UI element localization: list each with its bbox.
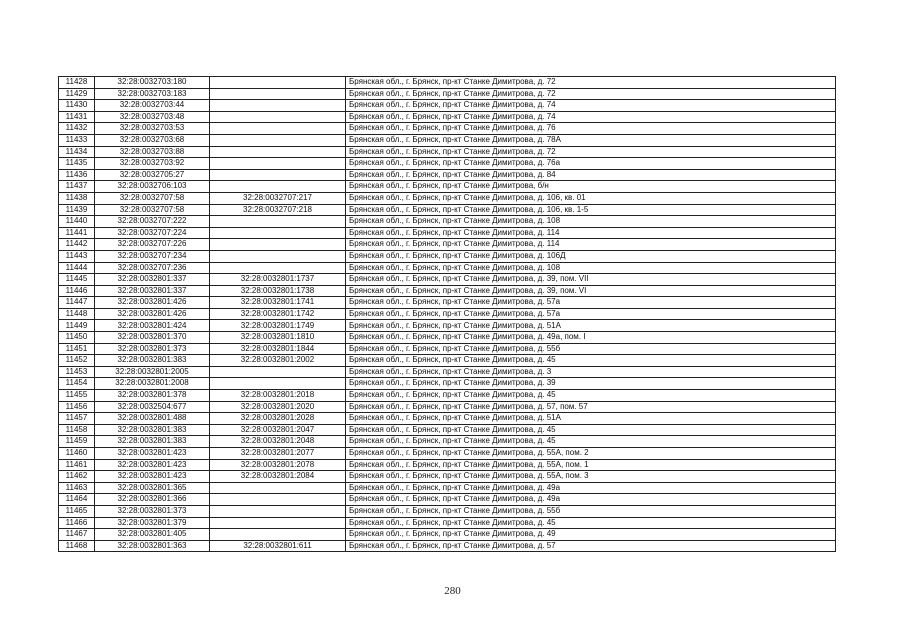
address-cell: Брянская обл., г. Брянск, пр-кт Станке Димитрова, д. 108 [346, 262, 836, 274]
table-row [59, 424, 836, 436]
row-number-cell: 11465 [59, 505, 95, 517]
parcel-number-cell: 32:28:0032703:92 [95, 158, 210, 170]
object-number-cell: 32:28:0032801:1741 [210, 297, 346, 309]
table-row [59, 297, 836, 309]
object-number-cell: 32:28:0032801:2018 [210, 390, 346, 402]
row-number-cell: 11430 [59, 100, 95, 112]
object-number-cell: 32:28:0032801:2078 [210, 459, 346, 471]
parcel-number-cell: 32:28:0032703:48 [95, 111, 210, 123]
row-number-cell: 11451 [59, 343, 95, 355]
row-number-cell: 11456 [59, 401, 95, 413]
address-cell: Брянская обл., г. Брянск, пр-кт Станке Димитрова, д. 72 [346, 146, 836, 158]
table-row [59, 134, 836, 146]
address-cell: Брянская обл., г. Брянск, пр-кт Станке Димитрова, д. 45 [346, 517, 836, 529]
address-cell: Брянская обл., г. Брянск, пр-кт Станке Димитрова, д. 55А, пом. 3 [346, 471, 836, 483]
address-cell: Брянская обл., г. Брянск, пр-кт Станке Димитрова, д. 57а [346, 297, 836, 309]
object-number-cell: 32:28:0032801:1810 [210, 332, 346, 344]
row-number-cell: 11437 [59, 181, 95, 193]
address-cell: Брянская обл., г. Брянск, пр-кт Станке Димитрова, б/н [346, 181, 836, 193]
row-number-cell: 11443 [59, 250, 95, 262]
table-row [59, 471, 836, 483]
table-row [59, 529, 836, 541]
object-number-cell [210, 216, 346, 228]
address-cell: Брянская обл., г. Брянск, пр-кт Станке Димитрова, д. 84 [346, 169, 836, 181]
object-number-cell [210, 262, 346, 274]
parcel-number-cell: 32:28:0032707:58 [95, 204, 210, 216]
object-number-cell: 32:28:0032801:611 [210, 540, 346, 552]
row-number-cell: 11429 [59, 88, 95, 100]
parcel-number-cell: 32:28:0032801:423 [95, 471, 210, 483]
parcel-number-cell: 32:28:0032707:58 [95, 192, 210, 204]
parcel-number-cell: 32:28:0032706:103 [95, 181, 210, 193]
object-number-cell [210, 134, 346, 146]
table-row [59, 285, 836, 297]
object-number-cell [210, 77, 346, 89]
parcel-number-cell: 32:28:0032703:53 [95, 123, 210, 135]
object-number-cell: 32:28:0032707:217 [210, 192, 346, 204]
row-number-cell: 11431 [59, 111, 95, 123]
object-number-cell [210, 146, 346, 158]
cadastral-table [58, 76, 836, 552]
table-row [59, 158, 836, 170]
row-number-cell: 11438 [59, 192, 95, 204]
parcel-number-cell: 32:28:0032801:383 [95, 436, 210, 448]
page-number: 280 [444, 585, 461, 597]
parcel-number-cell: 32:28:0032801:379 [95, 517, 210, 529]
parcel-number-cell: 32:28:0032703:44 [95, 100, 210, 112]
parcel-number-cell: 32:28:0032705:27 [95, 169, 210, 181]
row-number-cell: 11449 [59, 320, 95, 332]
address-cell: Брянская обл., г. Брянск, пр-кт Станке Димитрова, д. 55б [346, 343, 836, 355]
row-number-cell: 11434 [59, 146, 95, 158]
address-cell: Брянская обл., г. Брянск, пр-кт Станке Димитрова, д. 114 [346, 227, 836, 239]
address-cell: Брянская обл., г. Брянск, пр-кт Станке Димитрова, д. 39, пом. VII [346, 274, 836, 286]
address-cell: Брянская обл., г. Брянск, пр-кт Станке Димитрова, д. 51А [346, 413, 836, 425]
parcel-number-cell: 32:28:0032801:383 [95, 355, 210, 367]
address-cell: Брянская обл., г. Брянск, пр-кт Станке Димитрова, д. 39, пом. VI [346, 285, 836, 297]
address-cell: Брянская обл., г. Брянск, пр-кт Станке Димитрова, д. 39 [346, 378, 836, 390]
table-row [59, 181, 836, 193]
object-number-cell [210, 250, 346, 262]
object-number-cell [210, 529, 346, 541]
object-number-cell: 32:28:0032801:2028 [210, 413, 346, 425]
object-number-cell [210, 227, 346, 239]
row-number-cell: 11455 [59, 390, 95, 402]
address-cell: Брянская обл., г. Брянск, пр-кт Станке Димитрова, д. 76 [346, 123, 836, 135]
address-cell: Брянская обл., г. Брянск, пр-кт Станке Димитрова, д. 72 [346, 77, 836, 89]
parcel-number-cell: 32:28:0032801:488 [95, 413, 210, 425]
parcel-number-cell: 32:28:0032504:677 [95, 401, 210, 413]
address-cell: Брянская обл., г. Брянск, пр-кт Станке Димитрова, д. 49а, пом. I [346, 332, 836, 344]
row-number-cell: 11444 [59, 262, 95, 274]
object-number-cell: 32:28:0032801:1749 [210, 320, 346, 332]
table-row [59, 216, 836, 228]
parcel-number-cell: 32:28:0032801:373 [95, 343, 210, 355]
parcel-number-cell: 32:28:0032703:68 [95, 134, 210, 146]
parcel-number-cell: 32:28:0032703:88 [95, 146, 210, 158]
address-cell: Брянская обл., г. Брянск, пр-кт Станке Димитрова, д. 49а [346, 494, 836, 506]
object-number-cell: 32:28:0032801:2020 [210, 401, 346, 413]
address-cell: Брянская обл., г. Брянск, пр-кт Станке Димитрова, д. 45 [346, 390, 836, 402]
cadastral-table-body [59, 77, 836, 552]
parcel-number-cell: 32:28:0032801:337 [95, 285, 210, 297]
row-number-cell: 11432 [59, 123, 95, 135]
row-number-cell: 11462 [59, 471, 95, 483]
address-cell: Брянская обл., г. Брянск, пр-кт Станке Димитрова, д. 57, пом. 57 [346, 401, 836, 413]
parcel-number-cell: 32:28:0032801:337 [95, 274, 210, 286]
address-cell: Брянская обл., г. Брянск, пр-кт Станке Димитрова, д. 76а [346, 158, 836, 170]
object-number-cell [210, 505, 346, 517]
object-number-cell [210, 517, 346, 529]
row-number-cell: 11460 [59, 448, 95, 460]
row-number-cell: 11441 [59, 227, 95, 239]
address-cell: Брянская обл., г. Брянск, пр-кт Станке Димитрова, д. 106Д [346, 250, 836, 262]
row-number-cell: 11446 [59, 285, 95, 297]
row-number-cell: 11454 [59, 378, 95, 390]
row-number-cell: 11447 [59, 297, 95, 309]
address-cell: Брянская обл., г. Брянск, пр-кт Станке Димитрова, д. 55А, пом. 1 [346, 459, 836, 471]
row-number-cell: 11457 [59, 413, 95, 425]
address-cell: Брянская обл., г. Брянск, пр-кт Станке Димитрова, д. 78А [346, 134, 836, 146]
parcel-number-cell: 32:28:0032707:222 [95, 216, 210, 228]
object-number-cell [210, 181, 346, 193]
address-cell: Брянская обл., г. Брянск, пр-кт Станке Димитрова, д. 45 [346, 355, 836, 367]
table-row [59, 448, 836, 460]
address-cell: Брянская обл., г. Брянск, пр-кт Станке Димитрова, д. 106, кв. 1-5 [346, 204, 836, 216]
table-row [59, 274, 836, 286]
address-cell: Брянская обл., г. Брянск, пр-кт Станке Димитрова, д. 3 [346, 366, 836, 378]
row-number-cell: 11448 [59, 308, 95, 320]
object-number-cell [210, 158, 346, 170]
object-number-cell: 32:28:0032707:218 [210, 204, 346, 216]
address-cell: Брянская обл., г. Брянск, пр-кт Станке Димитрова, д. 57а [346, 308, 836, 320]
table-row [59, 494, 836, 506]
object-number-cell: 32:28:0032801:2002 [210, 355, 346, 367]
object-number-cell [210, 366, 346, 378]
parcel-number-cell: 32:28:0032801:426 [95, 297, 210, 309]
address-cell: Брянская обл., г. Брянск, пр-кт Станке Димитрова, д. 45 [346, 436, 836, 448]
table-row [59, 250, 836, 262]
parcel-number-cell: 32:28:0032707:234 [95, 250, 210, 262]
row-number-cell: 11433 [59, 134, 95, 146]
address-cell: Брянская обл., г. Брянск, пр-кт Станке Димитрова, д. 49 [346, 529, 836, 541]
parcel-number-cell: 32:28:0032801:423 [95, 459, 210, 471]
table-row [59, 123, 836, 135]
table-row [59, 517, 836, 529]
row-number-cell: 11463 [59, 482, 95, 494]
address-cell: Брянская обл., г. Брянск, пр-кт Станке Димитрова, д. 51А [346, 320, 836, 332]
address-cell: Брянская обл., г. Брянск, пр-кт Станке Димитрова, д. 55А, пом. 2 [346, 448, 836, 460]
object-number-cell [210, 123, 346, 135]
row-number-cell: 11436 [59, 169, 95, 181]
table-row [59, 262, 836, 274]
table-row [59, 482, 836, 494]
object-number-cell [210, 111, 346, 123]
row-number-cell: 11435 [59, 158, 95, 170]
address-cell: Брянская обл., г. Брянск, пр-кт Станке Димитрова, д. 74 [346, 111, 836, 123]
address-cell: Брянская обл., г. Брянск, пр-кт Станке Димитрова, д. 49а [346, 482, 836, 494]
parcel-number-cell: 32:28:0032703:180 [95, 77, 210, 89]
table-row [59, 505, 836, 517]
parcel-number-cell: 32:28:0032801:426 [95, 308, 210, 320]
row-number-cell: 11464 [59, 494, 95, 506]
parcel-number-cell: 32:28:0032801:424 [95, 320, 210, 332]
address-cell: Брянская обл., г. Брянск, пр-кт Станке Димитрова, д. 55б [346, 505, 836, 517]
row-number-cell: 11467 [59, 529, 95, 541]
parcel-number-cell: 32:28:0032707:226 [95, 239, 210, 251]
table-row [59, 390, 836, 402]
object-number-cell: 32:28:0032801:1742 [210, 308, 346, 320]
table-row [59, 204, 836, 216]
table-row [59, 227, 836, 239]
table-row [59, 100, 836, 112]
row-number-cell: 11428 [59, 77, 95, 89]
table-row [59, 436, 836, 448]
object-number-cell [210, 378, 346, 390]
row-number-cell: 11466 [59, 517, 95, 529]
parcel-number-cell: 32:28:0032801:370 [95, 332, 210, 344]
table-row [59, 308, 836, 320]
row-number-cell: 11452 [59, 355, 95, 367]
object-number-cell [210, 494, 346, 506]
table-row [59, 343, 836, 355]
row-number-cell: 11459 [59, 436, 95, 448]
object-number-cell: 32:28:0032801:1844 [210, 343, 346, 355]
parcel-number-cell: 32:28:0032801:423 [95, 448, 210, 460]
object-number-cell: 32:28:0032801:1738 [210, 285, 346, 297]
address-cell: Брянская обл., г. Брянск, пр-кт Станке Димитрова, д. 45 [346, 424, 836, 436]
row-number-cell: 11453 [59, 366, 95, 378]
parcel-number-cell: 32:28:0032801:405 [95, 529, 210, 541]
address-cell: Брянская обл., г. Брянск, пр-кт Станке Димитрова, д. 57 [346, 540, 836, 552]
parcel-number-cell: 32:28:0032801:383 [95, 424, 210, 436]
row-number-cell: 11458 [59, 424, 95, 436]
table-row [59, 332, 836, 344]
table-row [59, 146, 836, 158]
table-row [59, 320, 836, 332]
table-row [59, 459, 836, 471]
table-row [59, 239, 836, 251]
object-number-cell [210, 482, 346, 494]
row-number-cell: 11445 [59, 274, 95, 286]
parcel-number-cell: 32:28:0032707:224 [95, 227, 210, 239]
parcel-number-cell: 32:28:0032801:373 [95, 505, 210, 517]
row-number-cell: 11440 [59, 216, 95, 228]
parcel-number-cell: 32:28:0032801:2008 [95, 378, 210, 390]
object-number-cell: 32:28:0032801:2077 [210, 448, 346, 460]
table-row [59, 77, 836, 89]
parcel-number-cell: 32:28:0032801:363 [95, 540, 210, 552]
object-number-cell: 32:28:0032801:2084 [210, 471, 346, 483]
address-cell: Брянская обл., г. Брянск, пр-кт Станке Димитрова, д. 108 [346, 216, 836, 228]
row-number-cell: 11442 [59, 239, 95, 251]
object-number-cell: 32:28:0032801:1737 [210, 274, 346, 286]
table-row [59, 366, 836, 378]
table-row [59, 413, 836, 425]
row-number-cell: 11468 [59, 540, 95, 552]
table-row [59, 111, 836, 123]
address-cell: Брянская обл., г. Брянск, пр-кт Станке Димитрова, д. 74 [346, 100, 836, 112]
address-cell: Брянская обл., г. Брянск, пр-кт Станке Димитрова, д. 106, кв. 01 [346, 192, 836, 204]
row-number-cell: 11461 [59, 459, 95, 471]
parcel-number-cell: 32:28:0032707:236 [95, 262, 210, 274]
parcel-number-cell: 32:28:0032801:365 [95, 482, 210, 494]
address-cell: Брянская обл., г. Брянск, пр-кт Станке Димитрова, д. 72 [346, 88, 836, 100]
object-number-cell [210, 239, 346, 251]
parcel-number-cell: 32:28:0032801:378 [95, 390, 210, 402]
object-number-cell: 32:28:0032801:2047 [210, 424, 346, 436]
table-row [59, 355, 836, 367]
table-row [59, 88, 836, 100]
row-number-cell: 11439 [59, 204, 95, 216]
parcel-number-cell: 32:28:0032801:366 [95, 494, 210, 506]
object-number-cell [210, 100, 346, 112]
parcel-number-cell: 32:28:0032703:183 [95, 88, 210, 100]
table-row [59, 540, 836, 552]
object-number-cell [210, 169, 346, 181]
table-row [59, 169, 836, 181]
parcel-number-cell: 32:28:0032801:2005 [95, 366, 210, 378]
table-row [59, 401, 836, 413]
table-row [59, 192, 836, 204]
object-number-cell [210, 88, 346, 100]
table-row [59, 378, 836, 390]
address-cell: Брянская обл., г. Брянск, пр-кт Станке Димитрова, д. 114 [346, 239, 836, 251]
object-number-cell: 32:28:0032801:2048 [210, 436, 346, 448]
row-number-cell: 11450 [59, 332, 95, 344]
